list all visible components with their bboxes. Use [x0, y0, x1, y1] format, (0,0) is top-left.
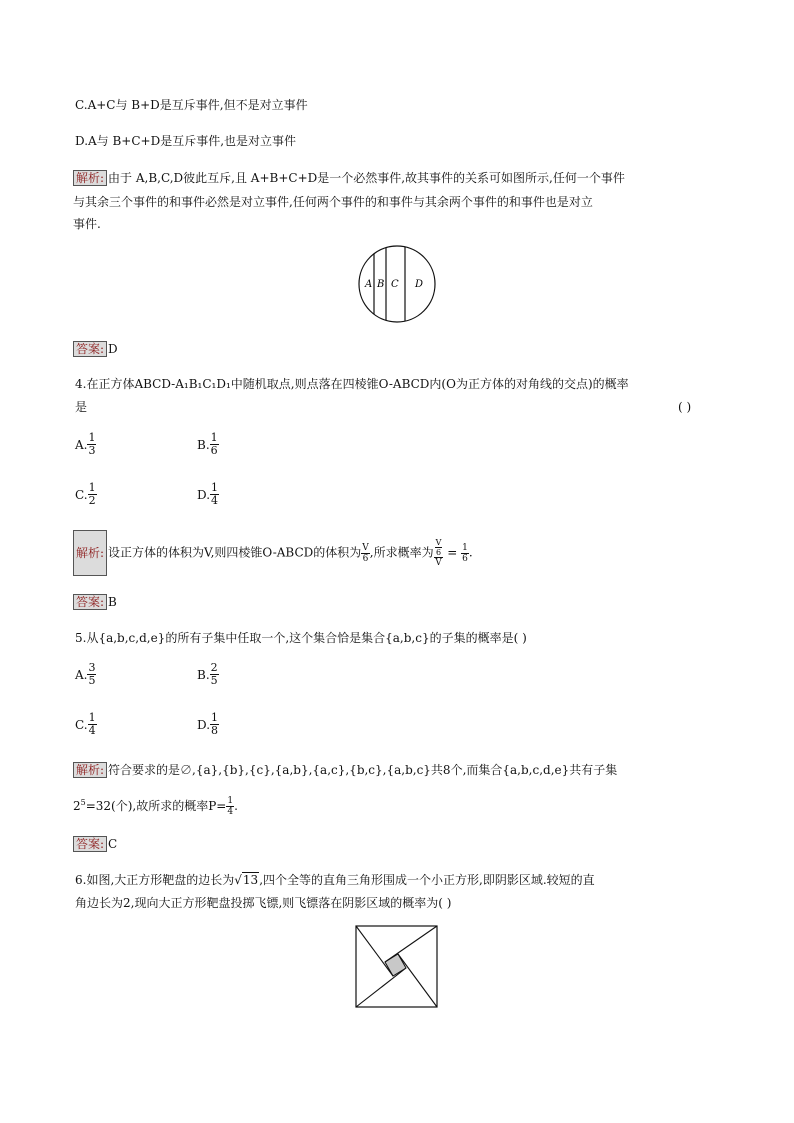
q4-option-c [75, 482, 97, 507]
answer-tag: 答案: [73, 341, 107, 357]
power-base: 2 [73, 799, 81, 813]
option-fraction: $\frac{1}{8}$ [211, 711, 219, 737]
q4-answer: B [108, 595, 117, 609]
q3-analysis-line-3: 事件. [73, 217, 101, 231]
q5-stem: 5.从{a,b,c,d,e}的所有子集中任取一个,这个集合恰是集合{a,b,c}的子集的概率是( ) [75, 631, 527, 645]
q6-stem-text-b: ,四个全等的直角三角形围成一个小正方形,即阴影区域.较短的直 [259, 873, 595, 887]
analysis-tag: 解析: [73, 530, 107, 576]
option-letter: A. [75, 437, 88, 452]
figure-label-d: D [415, 279, 424, 290]
q4-analysis-text-a: 设正方体的体积为V,则四棱锥O-ABCD的体积为 [108, 545, 362, 560]
q3-option-d: D.A与 B+C+D是互斥事件,也是对立事件 [75, 134, 297, 148]
answer-tag: 答案: [73, 836, 107, 852]
q4-option-d [197, 482, 219, 507]
q4-option-a [75, 432, 96, 457]
q3-answer: D [108, 342, 118, 356]
q5-answer: C [108, 837, 118, 851]
option-letter: D. [197, 717, 211, 732]
volume-fraction: $\frac{V}{6}$ [362, 542, 369, 564]
q4-analysis-text-b: ,所求概率为 [369, 545, 434, 560]
q5-analysis-line-1 [73, 762, 617, 778]
probability-fraction: $\frac{1}{4}$ [227, 796, 234, 817]
q4-stem-line-2: 是 [75, 400, 88, 414]
option-letter: D. [197, 487, 211, 502]
option-fraction: $\frac{1}{3}$ [88, 431, 96, 457]
option-fraction: $\frac{2}{5}$ [210, 661, 218, 687]
q4-option-b [197, 432, 219, 457]
q4-answer-paren: ( ) [678, 400, 692, 414]
q3-event-circle-figure [356, 243, 438, 325]
option-letter: C. [75, 487, 88, 502]
q5-analysis-text-2: =32(个),故所求的概率P= [85, 799, 227, 813]
option-fraction: $\frac{3}{5}$ [88, 661, 96, 687]
q4-stem-line-1: 4.在正方体ABCD-A₁B₁C₁D₁中随机取点,则点落在四棱锥O-ABCD内(O为正方体的对角线的交点)的概率 [75, 377, 629, 391]
analysis-tag: 解析: [73, 170, 107, 186]
q6-square-target-figure [355, 925, 439, 1009]
option-fraction: $\frac{1}{2}$ [88, 481, 96, 507]
option-fraction: $\frac{1}{6}$ [210, 431, 218, 457]
q5-option-a [75, 662, 96, 687]
probability-fraction: $\frac{\frac{V}{6}}{V}$ [435, 538, 442, 568]
q3-analysis-line-2: 与其余三个事件的和事件必然是对立事件,任何两个事件的和事件与其余两个事件的和事件也是对立 [73, 195, 593, 209]
q3-analysis-line-1 [73, 170, 625, 186]
figure-label-b: B [377, 279, 385, 290]
q4-answer-line [73, 594, 117, 610]
analysis-tag: 解析: [73, 762, 107, 778]
q5-analysis-text-1: 符合要求的是∅,{a},{b},{c},{a,b},{a,c},{b,c},{a,b,c}共8个,而集合{a,b,c,d,e}共有子集 [108, 763, 618, 777]
q5-answer-line [73, 836, 117, 852]
q3-option-c: C.A+C与 B+D是互斥事件,但不是对立事件 [75, 98, 308, 112]
option-letter: C. [75, 717, 88, 732]
q3-answer-line [73, 341, 118, 357]
sqrt-value: 13 [242, 873, 259, 887]
q5-option-b [197, 662, 219, 687]
q4-analysis-line: 解析: 设正方体的体积为V,则四棱锥O-ABCD的体积为 $\frac{V}{6}$ ,所求概率为 $\frac{\frac{V}{6}}{V}$ = $\frac{1}{6}$ . [73, 530, 473, 576]
sqrt-symbol: √ [234, 873, 242, 887]
option-letter: A. [75, 667, 88, 682]
power-exponent: 5 [80, 798, 86, 807]
q6-stem-text-a: 6.如图,大正方形靶盘的边长为 [75, 873, 235, 887]
figure-label-a: A [365, 279, 373, 290]
option-letter: B. [197, 437, 210, 452]
equals-sign: = [443, 545, 462, 560]
option-letter: B. [197, 667, 210, 682]
answer-tag: 答案: [73, 594, 107, 610]
result-fraction: $\frac{1}{6}$ [462, 542, 468, 564]
q5-option-c [75, 712, 97, 737]
option-fraction: $\frac{1}{4}$ [88, 711, 96, 737]
q6-stem-line-2: 角边长为2,现向大正方形靶盘投掷飞镖,则飞镖落在阴影区域的概率为( ) [75, 896, 452, 910]
q3-analysis-text-1: 由于 A,B,C,D彼此互斥,且 A+B+C+D是一个必然事件,故其事件的关系可如图所示,任何一个事件 [108, 171, 625, 185]
q5-option-d [197, 712, 219, 737]
option-fraction: $\frac{1}{4}$ [211, 481, 219, 507]
q5-analysis-line-2: $2^5=32$(个),故所求的概率P= $\frac{1}{4}$ . [73, 796, 238, 817]
q6-stem-line-1 [75, 872, 595, 888]
figure-label-c: C [391, 279, 399, 290]
